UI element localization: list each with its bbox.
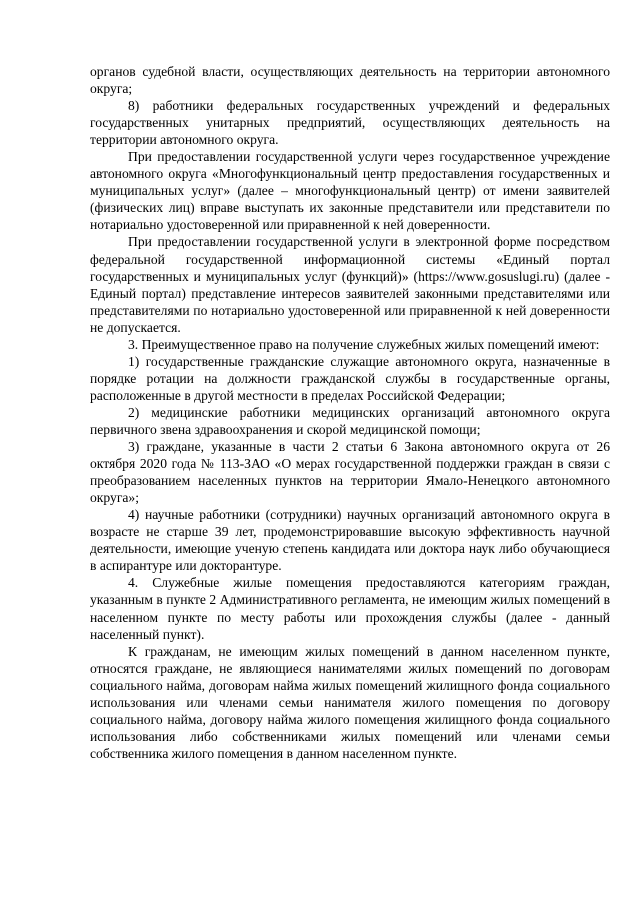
- paragraph-definition: К гражданам, не имеющим жилых помещений в данном населенном пункте, относятся граждане, не являющиеся нанимателями жилых помещений по договорам социального найма, договорам найма жилых помещений жилищного фонда социального использования или членами семьи нанимателя жилого помещения по договору социального найма, договору найма жилого помещения жилищного фонда социального использования либо собственниками жилых помещений или членами семьи собственника жилого помещения в данном населенном пункте.: [90, 643, 610, 761]
- paragraph-mfc-representation: При предоставлении государственной услуги через государственное учреждение автономного округа «Многофункциональный центр предоставления государственных и муниципальных услуг» (далее – многофункциональный центр) от имени заявителей (физических лиц) вправе выступать их законные представители или представители по нотариально удостоверенной или приравненной к ней доверенности.: [90, 149, 610, 233]
- paragraph-continuation: органов судебной власти, осуществляющих деятельность на территории автономного округа;: [90, 64, 610, 97]
- section-3-heading: 3. Преимущественное право на получение служебных жилых помещений имеют:: [128, 336, 600, 352]
- section-4-paragraph: 4. Служебные жилые помещения предоставляются категориям граждан, указанным в пункте 2 Административного регламента, не имеющим жилых помещений в населенном пункте по месту работы или прохождения службы (далее - данный населенный пункт).: [90, 575, 610, 642]
- list-item-8: 8) работники федеральных государственных учреждений и федеральных государственных унитарных предприятий, осуществляющих деятельность на территории автономного округа.: [90, 98, 610, 148]
- list-item-1: 1) государственные гражданские служащие автономного округа, назначенные в порядке ротации на должности гражданской службы в государственные органы, расположенные в другой местности в пределах Российской Федерации;: [90, 353, 610, 403]
- list-item-4: 4) научные работники (сотрудники) научных организаций автономного округа в возрасте не старше 39 лет, продемонстрировавшие высокую эффективность научной деятельности, имеющие ученую степень кандидата или доктора наук либо обучающиеся в аспирантуре или докторантуре.: [90, 507, 610, 574]
- list-item-2: 2) медицинские работники медицинских организаций автономного округа первичного звена здравоохранения и скорой медицинской помощи;: [90, 404, 610, 437]
- paragraph-electronic-form: При предоставлении государственной услуги в электронной форме посредством федеральной государственной информационной системы «Единый портал государственных и муниципальных услуг (функций)» (https://www.gosuslugi.ru) (далее - Единый портал) представление интересов заявителей законными представителями или представителями по нотариально удостоверенной или приравненной к ней доверенности не допускается.: [90, 234, 610, 335]
- list-item-3: 3) граждане, указанные в части 2 статьи 6 Закона автономного округа от 26 октября 2020 года № 113-ЗАО «О мерах государственной поддержки граждан в связи с преобразованием населенных пунктов на территории Ямало-Ненецкого автономного округа»;: [90, 439, 610, 506]
- document-page: [90, 63, 610, 762]
